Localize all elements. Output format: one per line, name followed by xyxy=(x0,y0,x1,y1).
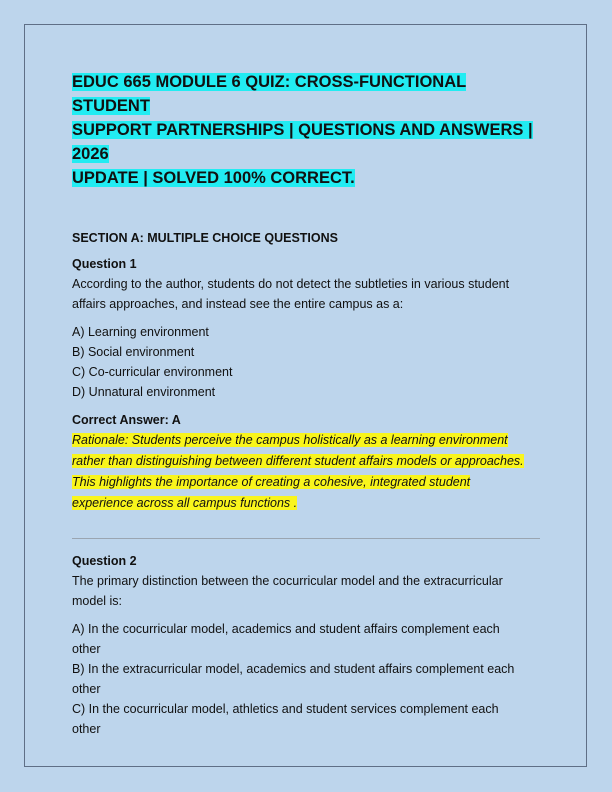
option-b: B) Social environment xyxy=(72,345,195,359)
question-text-line: According to the author, students do not detect the subtleties in various student xyxy=(72,277,510,291)
document-title xyxy=(72,70,542,190)
option-a: A) Learning environment xyxy=(72,325,209,339)
document-content xyxy=(72,70,542,739)
section-heading: SECTION A: MULTIPLE CHOICE QUESTIONS xyxy=(72,231,338,245)
question-label: Question 1 xyxy=(72,257,137,271)
option-b-line: B) In the extracurricular model, academics and student affairs complement each xyxy=(72,662,515,676)
question-text xyxy=(72,571,542,611)
rationale-line: Rationale: Students perceive the campus holistically as a learning environment xyxy=(72,433,508,447)
option-a-line: other xyxy=(72,642,101,656)
option-c-line: C) In the cocurricular model, athletics and student services complement each xyxy=(72,702,499,716)
title-line: UPDATE | SOLVED 100% CORRECT. xyxy=(72,169,355,187)
rationale-line: experience across all campus functions . xyxy=(72,496,298,510)
question-2 xyxy=(72,553,542,739)
question-text-line: The primary distinction between the cocurricular model and the extracurricular xyxy=(72,574,503,588)
option-d: D) Unnatural environment xyxy=(72,385,216,399)
rationale-line: rather than distinguishing between different student affairs models or approaches. xyxy=(72,454,524,468)
option-c: C) Co-curricular environment xyxy=(72,365,233,379)
question-text-line: affairs approaches, and instead see the entire campus as a: xyxy=(72,297,404,311)
correct-answer: Correct Answer: A xyxy=(72,413,181,427)
option-c-line: other xyxy=(72,722,101,736)
rationale-line: This highlights the importance of creating a cohesive, integrated student xyxy=(72,475,471,489)
question-1 xyxy=(72,256,542,514)
answer-options xyxy=(72,619,542,739)
answer-options xyxy=(72,322,542,402)
question-text-line: model is: xyxy=(72,594,123,608)
title-line: EDUC 665 MODULE 6 QUIZ: CROSS-FUNCTIONAL STUDENT xyxy=(72,73,467,115)
divider xyxy=(72,538,540,539)
option-a-line: A) In the cocurricular model, academics and student affairs complement each xyxy=(72,622,500,636)
question-text xyxy=(72,274,542,314)
title-line: SUPPORT PARTNERSHIPS | QUESTIONS AND ANSWERS | 2026 xyxy=(72,121,533,163)
rationale xyxy=(72,430,542,514)
question-label: Question 2 xyxy=(72,554,137,568)
option-b-line: other xyxy=(72,682,101,696)
